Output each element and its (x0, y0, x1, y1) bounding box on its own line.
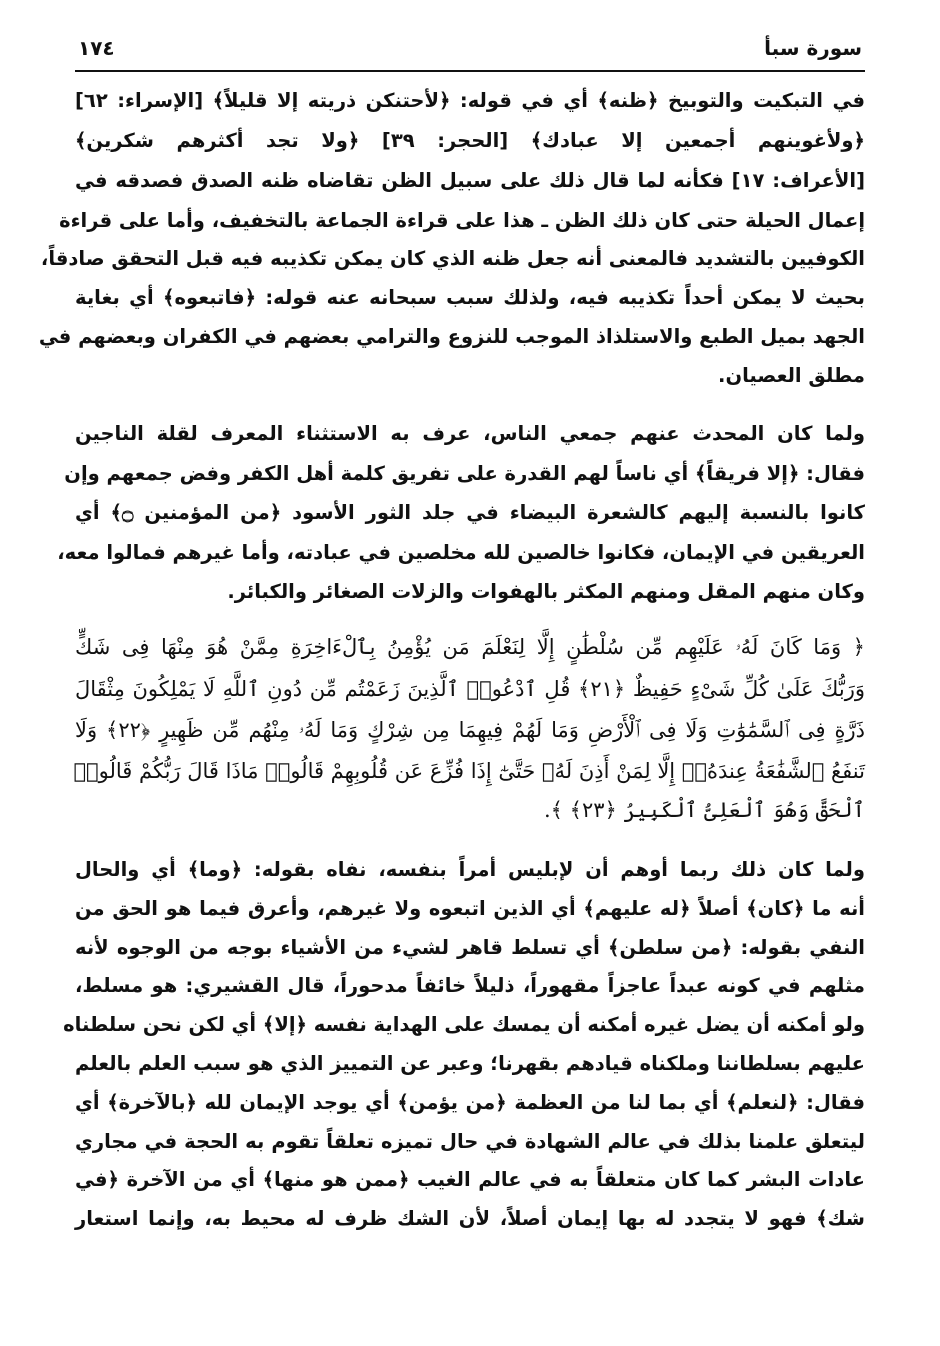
verse-line: وَرَبُّكَ عَلَىٰ كُلِّ شَىْءٍ حَفِيظٌ ﴿٢١﴾ قُلِ ٱدْعُوا۟ ٱلَّذِينَ زَعَمْتُم مِّن دُونِ ٱللَّهِ لَا يَمْلِكُونَ مِثْقَالَ (75, 677, 865, 701)
text-line: ولما كان ذلك ربما أوهم أن لإبليس أمراً بنفسه، نفاه بقوله: ﴿وما﴾ أي والحال (75, 858, 865, 881)
verse-line: ﴿ وَمَا كَانَ لَهُۥ عَلَيْهِم مِّن سُلْطَٰنٍ إِلَّا لِنَعْلَمَ مَن يُؤْمِنُ بِٱلْءَاخِرَةِ مِمَّنْ هُوَ مِنْهَا فِى شَكٍّ (75, 635, 865, 659)
text-line: فقال: ﴿لنعلم﴾ أي بما لنا من العظمة ﴿من يؤمن﴾ أي يوجد الإيمان لله ﴿بالآخرة﴾ أي (75, 1091, 865, 1114)
header-rule (75, 70, 865, 72)
text-line: العريقين في الإيمان، فكانوا خالصين لله مخلصين في عبادته، وأما غيرهم فمالوا معه، (57, 541, 865, 564)
text-line: النفي بقوله: ﴿من سلطن﴾ أي تسلط قاهر لشيء من الأشياء بوجه من الوجوه لأنه (75, 936, 865, 959)
text-line: مطلق العصيان. (718, 364, 865, 387)
text-line: عليهم بسلطاننا وملكناه قيادهم بقهرنا؛ وعبر عن التمييز الذي هو سبب العلم بالعلم (75, 1052, 865, 1075)
verse-line: ٱلْحَقَّ وَهُوَ ٱلْعَلِىُّ ٱلْكَبِيرُ ﴿٢٣﴾ ﴾. (543, 798, 865, 822)
surah-name: سورة سبأ (764, 36, 862, 60)
text-line: شك﴾ فهو لا يتجدد له بها إيمان أصلاً، لأن الشك ظرف له محيط به، وإنما استعار (75, 1207, 865, 1230)
text-line: أنه ما ﴿كان﴾ أصلاً ﴿له عليهم﴾ أي الذين اتبعوه ولا غيرهم، وأعرق فيما هو الحق من (75, 897, 865, 920)
text-line: ولو أمكنه أن يضل غيره أمكنه أن يمسك على الهداية نفسه ﴿إلا﴾ أي لكن نحن سلطناه (63, 1013, 865, 1036)
text-line: فقال: ﴿إلا فريقاً﴾ أي ناساً لهم القدرة على تفريق كلمة أهل الكفر وفض جمعهم وإن (64, 462, 865, 485)
text-line: [الأعراف: ١٧] فكأنه لما قال ذلك على سبيل الظن تقاضاه ظنه الصدق فصدقه في (75, 169, 865, 192)
text-line: ليتعلق علمنا بذلك في عالم الشهادة في حال تميزه تعلقاً تقوم به الحجة في مجاري (75, 1130, 865, 1153)
text-line: ﴿ولأغوينهم أجمعين إلا عبادك﴾ [الحجر: ٣٩] ﴿ولا تجد أكثرهم شكرين﴾ (75, 129, 865, 152)
text-line: إعمال الحيلة حتى كان ذلك الظن ـ هذا على قراءة الجماعة بالتخفيف، وأما على قراءة (59, 209, 865, 232)
text-line: وكان منهم المقل ومنهم المكثر بالهفوات والزلات الصغائر والكبائر. (227, 580, 865, 603)
text-line: الكوفيين بالتشديد فالمعنى أنه جعل ظنه الذي كان يمكن تكذيبه فيه قبل التحقق صادقاً، (40, 247, 865, 270)
verse-line: تَنفَعُ ٱلشَّفَٰعَةُ عِندَهُۥٓ إِلَّا لِمَنْ أَذِنَ لَهُۥ حَتَّىٰٓ إِذَا فُزِّعَ عَن قُلُوبِهِمْ قَالُوا۟ مَاذَا قَالَ رَبُّكُمْ قَالُوا۟ (73, 759, 865, 783)
text-line: في التبكيت والتوبيخ ﴿ظنه﴾ أي في قوله: ﴿لأحتنكن ذريته إلا قليلاً﴾ [الإسراء: ٦٢] (75, 89, 865, 112)
text-line: الجهد بميل الطبع والاستلذاذ الموجب للنزوع والترامي بعضهم في الكفران وبعضهم في (38, 325, 865, 348)
text-line: عادات البشر كما كان متعلقاً به في عالم الغيب ﴿ممن هو منها﴾ أي من الآخرة ﴿في (75, 1168, 865, 1191)
verse-line: ذَرَّةٍ فِى ٱلسَّمَٰوَٰتِ وَلَا فِى ٱلْأَرْضِ وَمَا لَهُمْ فِيهِمَا مِن شِرْكٍ وَمَا لَهُۥ مِنْهُم مِّن ظَهِيرٍ ﴿٢٢﴾ وَلَا (75, 718, 865, 742)
text-line: كانوا بالنسبة إليهم كالشعرة البيضاء في جلد الثور الأسود ﴿من المؤمنين ۝﴾ أي (75, 501, 865, 524)
page-number: ١٧٤ (78, 36, 115, 60)
text-line: بحيث لا يمكن أحداً تكذيبه فيه، ولذلك سبب سبحانه عنه قوله: ﴿فاتبعوه﴾ أي بغاية (75, 286, 865, 309)
text-line: ولما كان المحدث عنهم جمعي الناس، عرف به الاستثناء المعرف لقلة الناجين (75, 422, 865, 445)
text-line: مثلهم في كونه عبداً عاجزاً مقهوراً، ذليلاً خائفاً مدحوراً، قال القشيري: هو مسلط، (75, 974, 865, 997)
